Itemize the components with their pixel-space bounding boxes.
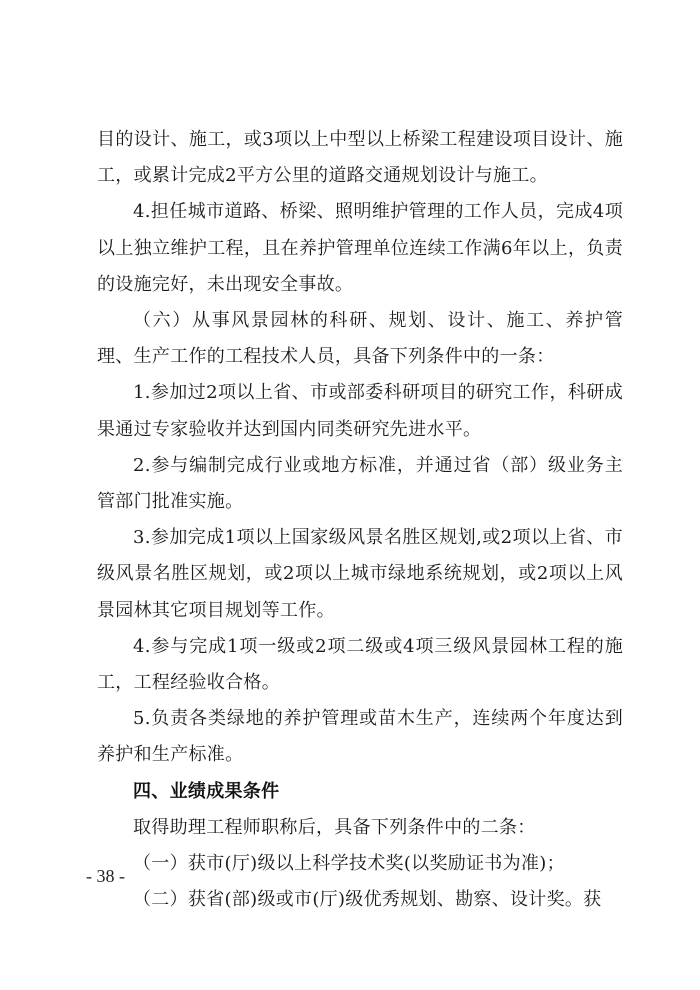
paragraph-intro-conditions: 取得助理工程师职称后，具备下列条件中的二条：: [133, 816, 536, 838]
paragraph-item-5-greenspace: 5.负责各类绿地的养护管理或苗木生产，连续两个年度达到养护和生产标准。: [97, 708, 623, 766]
paragraph-condition-2: （二）获省(部)级或市(厅)级优秀规划、勘察、设计奖。获: [133, 889, 602, 911]
paragraph-section-6-landscape: （六）从事风景园林的科研、规划、设计、施工、养护管理、生产工作的工程技术人员，具备下列条件中的一条：: [97, 310, 623, 368]
page-content: [97, 122, 623, 918]
page-number: - 38 -: [86, 866, 125, 886]
section-heading: 四、业绩成果条件: [133, 780, 280, 802]
paragraph-item-3-planning: 3.参加完成1项以上国家级风景名胜区规划,或2项以上省、市级风景名胜区规划，或2项以上城市绿地系统规划，或2项以上风景园林其它项目规划等工作。: [97, 527, 623, 621]
paragraph-item-1-research: 1.参加过2项以上省、市或部委科研项目的研究工作，科研成果通过专家验收并达到国内同类研究先进水平。: [97, 382, 623, 440]
paragraph-condition-1: （一）获市(厅)级以上科学技术奖(以奖励证书为准)；: [133, 853, 565, 875]
paragraph-continuation: 目的设计、施工，或3项以上中型以上桥梁工程建设项目设计、施工，或累计完成2平方公里的道路交通规划设计与施工。: [97, 129, 623, 187]
paragraph-item-4-construction: 4.参与完成1项一级或2项二级或4项三级风景园林工程的施工，工程经验收合格。: [97, 635, 623, 694]
paragraph-item-2-standards: 2.参与编制完成行业或地方标准，并通过省（部）级业务主管部门批准实施。: [97, 454, 623, 513]
paragraph-item-4-maintenance: 4.担任城市道路、桥梁、照明维护管理的工作人员，完成4项以上独立维护工程，且在养护管理单位连续工作满6年以上，负责的设施完好，未出现安全事故。: [97, 201, 623, 295]
